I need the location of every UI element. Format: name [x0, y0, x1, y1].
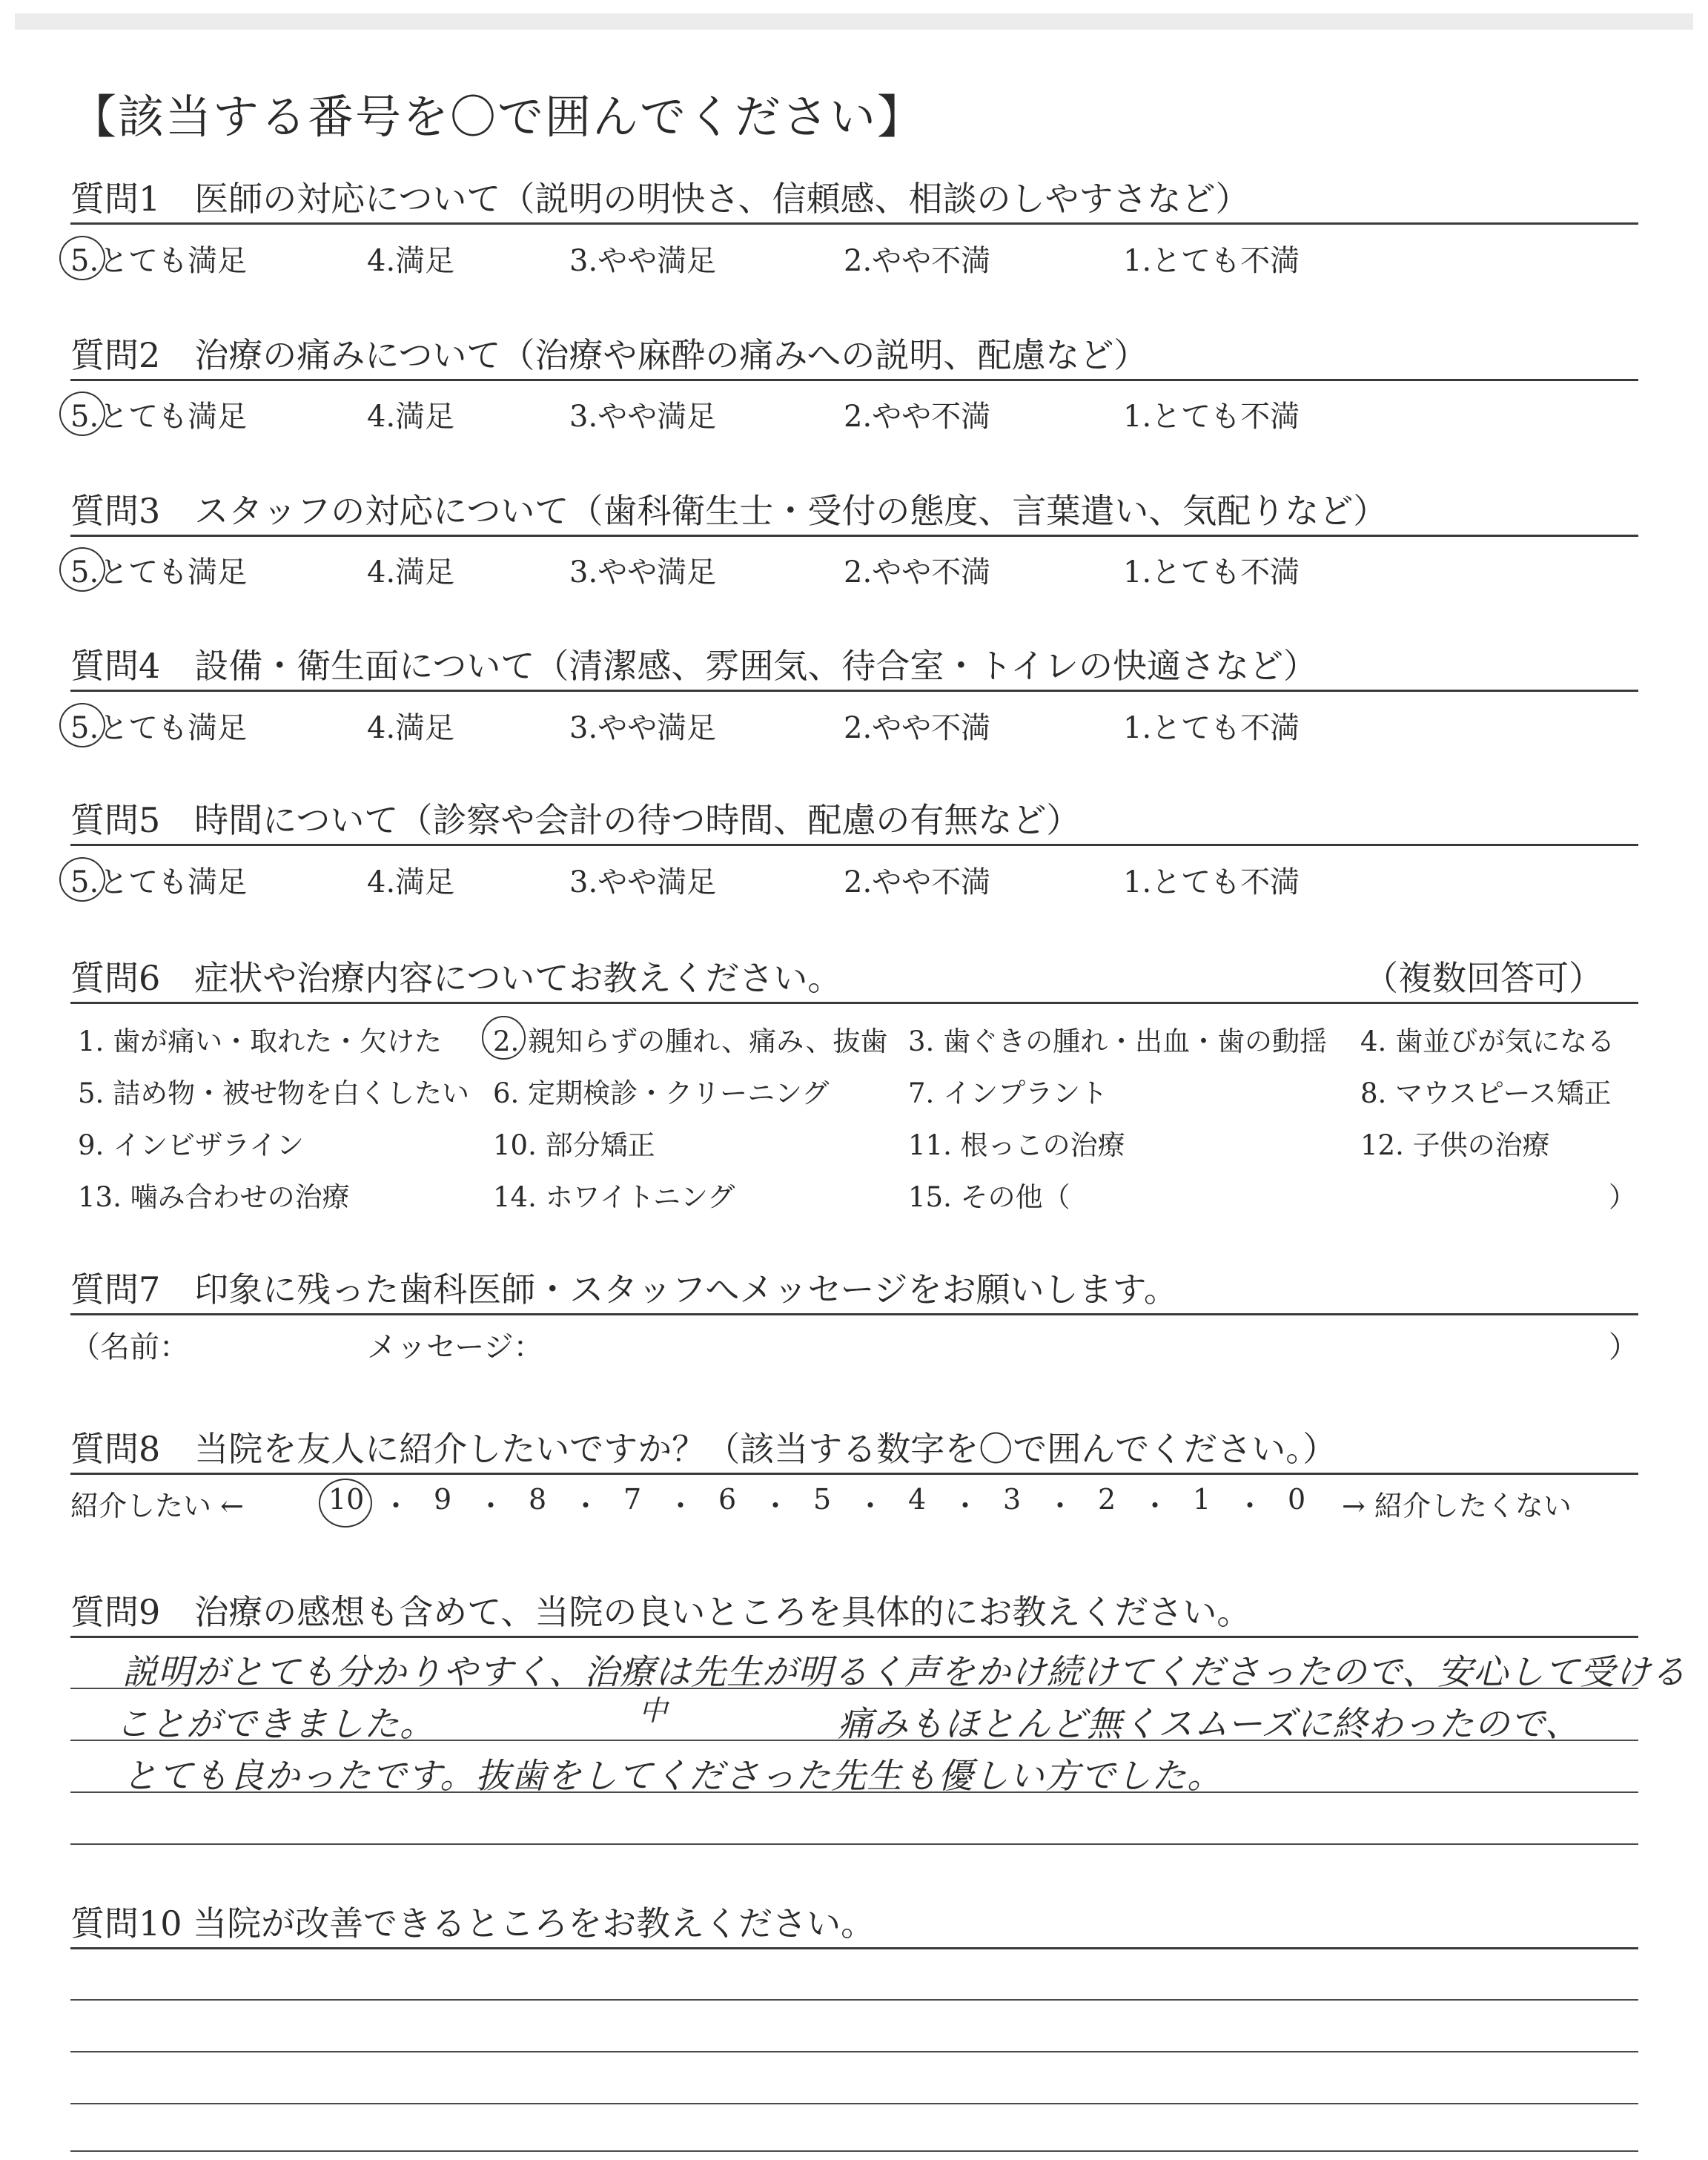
selected-circle-mark — [59, 703, 105, 747]
answer-line-1 — [70, 1947, 1638, 1949]
scale-number-9[interactable]: 9 — [434, 1483, 452, 1516]
scale-separator: ・ — [761, 1490, 790, 1522]
question-7-label: 質問7 印象に残った歯科医師・スタッフへメッセージをお願いします。 — [70, 1269, 1178, 1309]
rating-option-3[interactable]: 3.やや満足 — [569, 244, 717, 278]
symptom-option-11[interactable]: 11. 根っこの治療 — [908, 1129, 1125, 1161]
rating-option-1[interactable]: 1.とても不満 — [1123, 400, 1300, 434]
handwritten-answer-line-1: 説明がとても分かりやすく、治療は先生が明るく声をかけ続けてくださったので、安心して受ける — [122, 1652, 1687, 1693]
selected-circle-mark — [319, 1479, 372, 1527]
rating-option-3[interactable]: 3.やや満足 — [569, 711, 717, 745]
scale-separator: ・ — [856, 1490, 885, 1522]
scale-separator: ・ — [572, 1490, 600, 1522]
answer-line-1 — [70, 1636, 1638, 1638]
question-8-rule — [70, 1473, 1638, 1475]
question-6-note: （複数回答可） — [1364, 958, 1603, 998]
rating-option-4[interactable]: 4.満足 — [367, 865, 455, 899]
symptom-option-6[interactable]: 6. 定期検診・クリーニング — [493, 1077, 830, 1109]
scan-top-edge — [15, 13, 1693, 30]
scale-right-label: → 紹介したくない — [1342, 1490, 1572, 1522]
scale-number-8[interactable]: 8 — [529, 1483, 547, 1516]
scale-separator: ・ — [1141, 1490, 1170, 1522]
symptom-option-15-other[interactable]: 15. その他（ — [908, 1181, 1070, 1213]
scale-separator: ・ — [382, 1490, 411, 1522]
rating-option-4[interactable]: 4.満足 — [367, 400, 455, 434]
rating-option-3[interactable]: 3.やや満足 — [569, 865, 717, 899]
symptom-option-14[interactable]: 14. ホワイトニング — [493, 1181, 735, 1213]
symptom-option-3[interactable]: 3. 歯ぐきの腫れ・出血・歯の動揺 — [908, 1025, 1328, 1057]
selected-circle-mark — [482, 1016, 526, 1060]
rating-option-1[interactable]: 1.とても不満 — [1123, 244, 1300, 278]
question-5-label: 質問5 時間について（診察や会計の待つ時間、配慮の有無など） — [70, 800, 1081, 840]
rating-option-1[interactable]: 1.とても不満 — [1123, 555, 1300, 589]
rating-option-2[interactable]: 2.やや不満 — [844, 865, 991, 899]
symptom-option-1[interactable]: 1. 歯が痛い・取れた・欠けた — [78, 1025, 443, 1057]
scale-left-label: 紹介したい ← — [70, 1490, 244, 1522]
rating-option-1[interactable]: 1.とても不満 — [1123, 711, 1300, 745]
handwritten-answer-line-2: ことができました。 — [115, 1704, 435, 1745]
rating-option-5[interactable]: 5.とても満足 — [70, 711, 248, 745]
rating-option-2[interactable]: 2.やや不満 — [844, 555, 991, 589]
handwritten-answer-line-2b: 痛みもほとんど無くスムーズに終わったので、 — [838, 1704, 1580, 1745]
symptom-option-8[interactable]: 8. マウスピース矯正 — [1360, 1077, 1612, 1109]
question-2-rule — [70, 379, 1638, 381]
selected-circle-mark — [59, 547, 105, 592]
rating-option-5[interactable]: 5.とても満足 — [70, 865, 248, 899]
rating-option-5[interactable]: 5.とても満足 — [70, 244, 248, 278]
answer-line-5 — [70, 2150, 1638, 2152]
scale-separator: ・ — [666, 1490, 695, 1522]
question-4-label: 質問4 設備・衛生面について（清潔感、雰囲気、待合室・トイレの快適さなど） — [70, 646, 1318, 686]
symptom-option-2[interactable]: 2. 親知らずの腫れ、痛み、抜歯 — [493, 1025, 888, 1057]
question-1-rule — [70, 222, 1638, 225]
question-10-label: 質問10 当院が改善できるところをお教えください。 — [70, 1903, 875, 1943]
message-field-label[interactable]: メッセージ： — [367, 1330, 543, 1364]
handwritten-insert-mark: 中 — [639, 1694, 669, 1727]
question-6-rule — [70, 1002, 1638, 1004]
scale-number-3[interactable]: 3 — [1003, 1483, 1022, 1516]
scale-number-0[interactable]: 0 — [1288, 1483, 1306, 1516]
scale-separator: ・ — [477, 1490, 506, 1522]
question-8-label: 質問8 当院を友人に紹介したいですか？（該当する数字を〇で囲んでください。） — [70, 1429, 1337, 1469]
rating-option-4[interactable]: 4.満足 — [367, 555, 455, 589]
question-9-label: 質問9 治療の感想も含めて、当院の良いところを具体的にお教えください。 — [70, 1592, 1251, 1632]
answer-line-2 — [70, 1999, 1638, 2001]
rating-option-3[interactable]: 3.やや満足 — [569, 400, 717, 434]
rating-option-4[interactable]: 4.満足 — [367, 711, 455, 745]
scale-number-10[interactable]: 10 — [328, 1483, 365, 1516]
rating-option-2[interactable]: 2.やや不満 — [844, 400, 991, 434]
rating-option-5[interactable]: 5.とても満足 — [70, 555, 248, 589]
form-title: 【該当する番号を〇で囲んでください】 — [70, 90, 925, 144]
symptom-option-9[interactable]: 9. インビザライン — [78, 1129, 304, 1161]
scale-number-4[interactable]: 4 — [908, 1483, 927, 1516]
question-3-rule — [70, 535, 1638, 537]
scale-number-2[interactable]: 2 — [1098, 1483, 1116, 1516]
scale-number-6[interactable]: 6 — [718, 1483, 737, 1516]
rating-option-5[interactable]: 5.とても満足 — [70, 400, 248, 434]
scale-separator: ・ — [951, 1490, 980, 1522]
symptom-option-13[interactable]: 13. 噛み合わせの治療 — [78, 1181, 350, 1213]
symptom-option-12[interactable]: 12. 子供の治療 — [1360, 1129, 1550, 1161]
scale-number-5[interactable]: 5 — [813, 1483, 832, 1516]
rating-option-4[interactable]: 4.満足 — [367, 244, 455, 278]
question-4-rule — [70, 690, 1638, 692]
message-field-close: ） — [1609, 1330, 1638, 1364]
symptom-option-7[interactable]: 7. インプラント — [908, 1077, 1108, 1109]
question-6-label: 質問6 症状や治療内容についてお教えください。 — [70, 958, 842, 998]
scale-number-7[interactable]: 7 — [623, 1483, 642, 1516]
scale-separator: ・ — [1236, 1490, 1265, 1522]
answer-line-4 — [70, 2103, 1638, 2104]
handwritten-answer-line-3: とても良かったです。抜歯をしてくださった先生も優しい方でした。 — [122, 1756, 1223, 1797]
name-field-label[interactable]: （名前： — [70, 1330, 189, 1364]
rating-option-2[interactable]: 2.やや不満 — [844, 711, 991, 745]
symptom-option-10[interactable]: 10. 部分矯正 — [493, 1129, 655, 1161]
question-3-label: 質問3 スタッフの対応について（歯科衛生士・受付の態度、言葉遣い、気配りなど） — [70, 491, 1388, 531]
question-5-rule — [70, 844, 1638, 846]
rating-option-2[interactable]: 2.やや不満 — [844, 244, 991, 278]
scale-number-1[interactable]: 1 — [1193, 1483, 1211, 1516]
rating-option-3[interactable]: 3.やや満足 — [569, 555, 717, 589]
symptom-other-close: ） — [1609, 1181, 1636, 1213]
selected-circle-mark — [59, 392, 105, 436]
symptom-option-4[interactable]: 4. 歯並びが気になる — [1360, 1025, 1615, 1057]
question-2-label: 質問2 治療の痛みについて（治療や麻酔の痛みへの説明、配慮など） — [70, 335, 1148, 375]
answer-line-3 — [70, 2051, 1638, 2052]
answer-line-5 — [70, 1843, 1638, 1845]
symptom-option-5[interactable]: 5. 詰め物・被せ物を白くしたい — [78, 1077, 470, 1109]
selected-circle-mark — [59, 857, 105, 902]
rating-option-1[interactable]: 1.とても不満 — [1123, 865, 1300, 899]
question-7-rule — [70, 1313, 1638, 1315]
scale-separator: ・ — [1046, 1490, 1075, 1522]
question-1-label: 質問1 医師の対応について（説明の明快さ、信頼感、相談のしやすさなど） — [70, 179, 1250, 219]
selected-circle-mark — [59, 236, 105, 280]
